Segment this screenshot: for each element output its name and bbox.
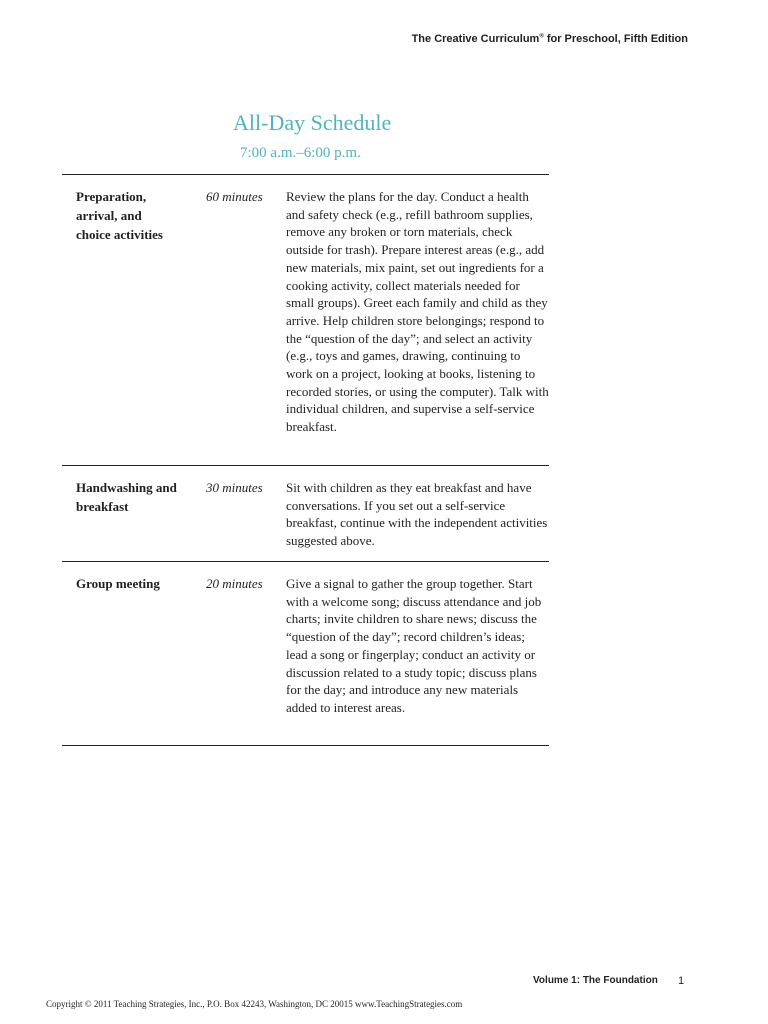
activity-duration: 20 minutes xyxy=(206,576,263,591)
footer-volume-label: Volume 1: The Foundation xyxy=(533,975,658,986)
activity-name: Preparation, arrival, and choice activities xyxy=(76,189,163,242)
book-title-prefix: The Creative Curriculum xyxy=(411,33,540,45)
schedule-subtitle: 7:00 a.m.–6:00 p.m. xyxy=(240,145,361,161)
running-header xyxy=(412,33,688,45)
page-number: 1 xyxy=(678,975,685,987)
schedule-row xyxy=(62,466,549,562)
activity-description: Review the plans for the day. Conduct a health and safety check (e.g., refill bathroom supplies, remove any broken or torn materials, check outside for trash). Prepare interest areas (e.g., add new materials, mix paint, set out ingredients for a cooking activity, collect materials needed for small groups). Greet each family and child as they arrive. Help children store belongings; respond to the “question of the day”; and select an activity (e.g., toys and games, drawing, continuing to work on a project, looking at books, listening to recorded stories, or using the computer). Talk with individual children, and supervise a self-service breakfast. xyxy=(286,189,549,435)
activity-description: Give a signal to gather the group together. Start with a welcome song; discuss attendance and job charts; invite children to share news; discuss the “question of the day”; record children’s ideas; lead a song or fingerplay; conduct an activity or discussion related to a study topic; discuss plans for the day; and introduce any new materials added to interest areas. xyxy=(286,576,542,715)
copyright-notice: Copyright © 2011 Teaching Strategies, Inc., P.O. Box 42243, Washington, DC 20015 www.TeachingStrategies.com xyxy=(46,999,463,1009)
activity-description: Sit with children as they eat breakfast and have conversations. If you set out a self-service breakfast, continue with the independent activities suggested above. xyxy=(286,480,548,549)
schedule-table xyxy=(62,174,549,746)
activity-name: Handwashing and breakfast xyxy=(76,480,177,514)
book-title-suffix: for Preschool, Fifth Edition xyxy=(543,33,688,45)
registered-mark: ® xyxy=(539,33,544,40)
schedule-title: All-Day Schedule xyxy=(233,110,392,135)
schedule-row xyxy=(62,175,549,466)
activity-name: Group meeting xyxy=(76,576,160,591)
activity-duration: 30 minutes xyxy=(206,480,263,495)
activity-duration: 60 minutes xyxy=(206,189,263,204)
schedule-row xyxy=(62,562,549,746)
